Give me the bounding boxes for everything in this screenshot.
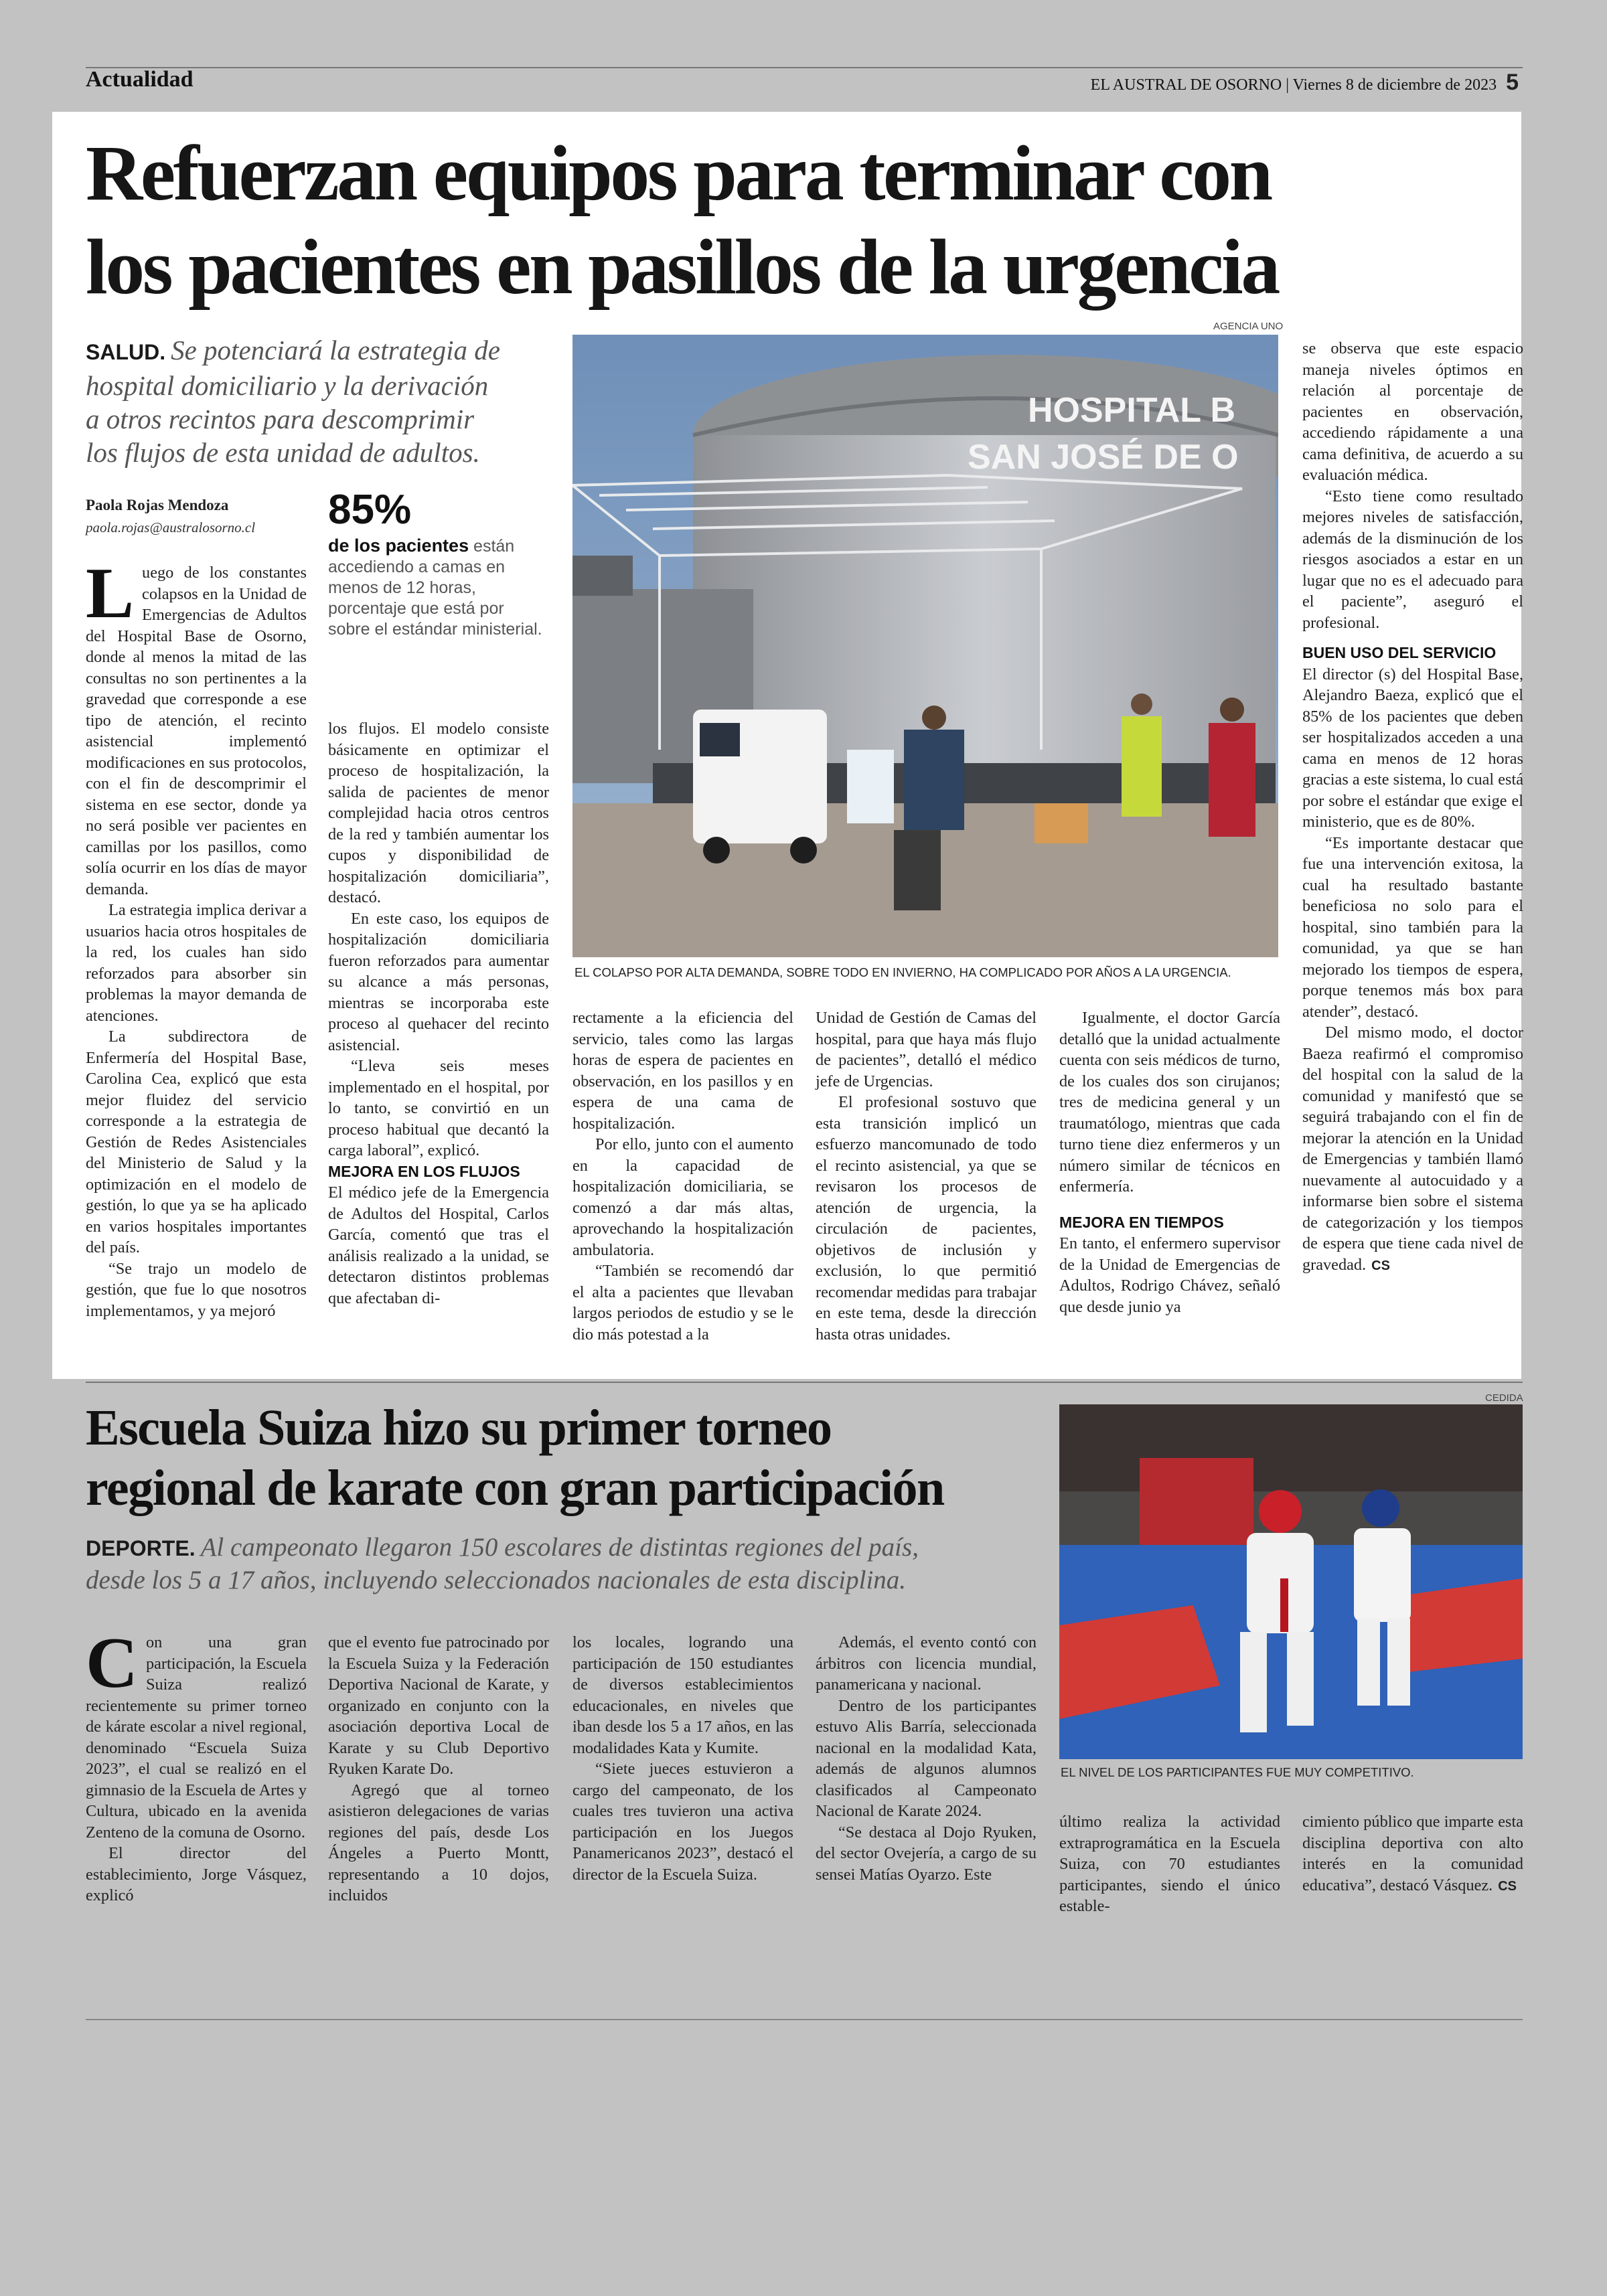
article2-column-4: Además, el evento contó con árbitros con licencia mundial, panamericana y nacional. Dentro de los participantes estuvo Alis Barría, seleccionada nacional en la modalidad Kata, además de algunos alumnos clasificados al Campeonato Nacional de Karate 2024. “Se destaca al Dojo Ryuken, del sector Ovejería, a cargo de su sensei Matías Oyarzo. Este — [816, 1633, 1037, 1884]
karate-photo — [1059, 1404, 1523, 1759]
svg-text:SAN JOSÉ DE O: SAN JOSÉ DE O — [968, 438, 1239, 477]
subhead-mejora-flujos: MEJORA EN LOS FLUJOS — [328, 1162, 520, 1180]
end-mark-2: CS — [1498, 1878, 1517, 1894]
article1-headline-line2: los pacientes en pasillos de la urgencia — [86, 223, 1278, 311]
article1-column-3: rectamente a la eficiencia del servicio, tales como las largas horas de espera de pacientes en observación, en los pasillos y en espera de una cama de hospitalización. Por ello, junto con el aumento en la capacidad de hospitalización domiciliaria, se comenzó a dar más altas, aprovechando la hospitalización ambulatoria. “También se recomendó dar el alta a pacientes que llevaban largos periodos de estudio y se le dio más potestad a la — [572, 1009, 793, 1343]
subhead-buen-uso: BUEN USO DEL SERVICIO — [1302, 644, 1497, 661]
bottom-rule — [86, 2019, 1523, 2020]
publication-date: Viernes 8 de diciembre de 2023 — [1292, 76, 1497, 94]
highlight-number: 85% — [328, 487, 412, 533]
end-mark: CS — [1371, 1258, 1390, 1273]
article-divider — [86, 1382, 1523, 1383]
article1-column-4: Unidad de Gestión de Camas del hospital, para que haya más flujo de pacientes”, detalló el médico jefe de Urgencias. El profesional sostuvo que esta transición implicó un esfuerzo mancomunado de todo el recinto asistencial, ya que se revisaron los procesos de atención de urgencia, la circulación de pacientes, objetivos de inclusión y exclusión, lo que permitió recomendar medidas para trabajar en este tema, desde la dirección hasta otras unidades. — [816, 1009, 1037, 1343]
page-number: 5 — [1506, 70, 1519, 95]
article1-column-2: los flujos. El modelo consiste básicamente en optimizar el proceso de hospitalización, la salida de pacientes de menor complejidad hacia otros centros de la red y también aumentar los cupos y disponibilidad de hospitalización domiciliaria”, destacó. En este caso, los equipos de hospitalización domiciliaria fueron reforzados para aumentar su alcance a más personas, mientras se incorporaba este proceso al quehacer del recinto asistencial. “Lleva seis meses implementado en el hospital, por lo tanto, se convirtió en un proceso habitual que decantó la carga laboral”, explicó. MEJORA EN LOS FLUJOS El médico jefe de la Emergencia de Adultos del Hospital, Carlos García, comentó que tras el análisis realizado a la unidad, se detectaron distintos problemas que afectaban di- — [328, 720, 549, 1307]
article2-headline-line1: Escuela Suiza hizo su primer torneo — [86, 1400, 832, 1456]
article2-column-5: último realiza la actividad extraprogramática en la Escuela Suiza, con 70 estudiantes participantes, siendo el único estable- — [1059, 1813, 1280, 1915]
paper-info: EL AUSTRAL DE OSORNO | Viernes 8 de diciembre de 2023 5 — [1090, 70, 1519, 95]
article2-column-1: C on una gran participación, la Escuela Suiza realizó recientemente su primer torneo de kárate escolar a nivel regional, denominado “Escuela Suiza 2023”, el cual se realizó en el gimnasio de la Escuela de Artes y Cultura, ubicado en la avenida Zenteno de la comuna de Osorno. El director del establecimiento, Jorge Vásquez, explicó — [86, 1623, 307, 1904]
section-name: Actualidad — [86, 67, 194, 92]
dropcap-2: C — [86, 1623, 138, 1703]
hospital-photo-caption: EL COLAPSO POR ALTA DEMANDA, SOBRE TODO EN INVIERNO, HA COMPLICADO POR AÑOS A LA URGENCIA. — [575, 965, 1231, 979]
header-rule — [86, 67, 1523, 68]
highlight-text: de los pacientes están accediendo a camas en menos de 12 horas, porcentaje que está por sobre el estándar ministerial. — [328, 536, 542, 639]
article1-kicker: SALUD. — [86, 340, 166, 364]
article2-column-6: cimiento público que imparte esta disciplina deportiva con alto interés en la comunidad educativa”, destacó Vásquez. CS — [1302, 1813, 1523, 1894]
article1-lead: SALUD. Se potenciará la estrategia de hospital domiciliario y la derivación a otros recintos para descomprimir los flujos de esta unidad de adultos. — [86, 335, 501, 468]
article2-headline-line2: regional de karate con gran participación — [86, 1460, 944, 1516]
subhead-mejora-tiempos: MEJORA EN TIEMPOS — [1059, 1213, 1224, 1231]
article1-column-1: L uego de los constantes colapsos en la Unidad de Emergencias de Adultos del Hospital Base de Osorno, donde al menos la mitad de las consultas no son pertinentes a la gravedad que corresponde a ese tipo de atención, el recinto asistencial implementó modificaciones en sus protocolos, con el fin de descomprimir el sistema en ese sector, donde ya no será posible ver pacientes en camillas por los pasillos, como solía ocurrir en los días de mayor demanda. La estrategia implica derivar a usuarios hacia otros hospitales de la red, los cuales han sido reforzados para absorber sin problemas la mayor demanda de atenciones. La subdirectora de Enfermería del Hospital Base, Carolina Cea, explicó que esta mejor fluidez del servicio corresponde a la estrategia de Gestión de Redes Asistenciales del Ministerio de Salud y la optimización en el modelo de gestión, lo que ya se ha aplicado en varios hospitales importantes del país. “Se trajo un modelo de gestión, que fue lo que nosotros implementamos, y ya mejoró — [86, 554, 307, 1320]
author-email[interactable]: paola.rojas@australosorno.cl — [86, 519, 256, 536]
photo-credit-2: CEDIDA — [1485, 1392, 1523, 1404]
newspaper-name: EL AUSTRAL DE OSORNO — [1090, 76, 1282, 94]
photo-credit: AGENCIA UNO — [1213, 321, 1284, 332]
article2-lead: DEPORTE. Al campeonato llegaron 150 escolares de distintas regiones del país, desde los 5 a 17 años, incluyendo seleccionados nacionales de esta disciplina. — [86, 1533, 919, 1594]
byline: Paola Rojas Mendoza — [86, 497, 229, 513]
hospital-photo — [572, 335, 1278, 957]
karate-photo-caption: EL NIVEL DE LOS PARTICIPANTES FUE MUY COMPETITIVO. — [1061, 1765, 1414, 1779]
hospital-sign-text: HOSPITAL B — [1028, 391, 1236, 430]
article2-kicker: DEPORTE. — [86, 1536, 196, 1560]
article1-headline-line1: Refuerzan equipos para terminar con — [86, 129, 1271, 217]
article2-column-2: que el evento fue patrocinado por la Escuela Suiza y la Federación Deportiva Nacional de Karate, y organizado en conjunto con la asociación deportiva Local de Karate y su Club Deportivo Ryuken Karate Do. Agregó que al torneo asistieron delegaciones de varias regiones del país, desde Los Ángeles a Puerto Montt, representando a 10 dojos, incluidos — [328, 1633, 549, 1904]
article1-column-5: Igualmente, el doctor García detalló que la unidad actualmente cuenta con seis médicos de turno, de los cuales dos son cirujanos; tres de medicina general y un traumatólogo, mientras que cada turno tiene diez enfermeros y un número similar de técnicos en enfermería. MEJORA EN TIEMPOS En tanto, el enfermero supervisor de la Unidad de Emergencias de Adultos, Rodrigo Chávez, señaló que desde junio ya — [1059, 1009, 1280, 1316]
article2-column-3: los locales, logrando una participación de 150 estudiantes de diversos establecimientos educacionales, en niveles que iban desde los 5 a 17 años, en las modalidades Kata y Kumite. “Siete jueces estuvieron a cargo del campeonato, de los cuales tres tuvieron una activa participación en los Juegos Panamericanos 2023”, destacó el director de la Escuela Suiza. — [572, 1633, 793, 1884]
dropcap: L — [86, 554, 135, 633]
article1-column-6: se observa que este espacio maneja niveles óptimos en relación al porcentaje de pacientes en observación, accediendo rápidamente a una cama definitiva, de acuerdo a su evaluación médica. “Esto tiene como resultado mejores niveles de satisfacción, además de la disminución de los riesgos asociados a estar en un lugar que no es el adecuado para el paciente”, aseguró el profesional. BUEN USO DEL SERVICIO El director (s) del Hospital Base, Alejandro Baeza, explicó que el 85% de los pacientes que deben ser hospitalizados acceden a una cama en menos de 12 horas gracias a este sistema, lo cual está por sobre el estándar que exige el ministerio, que es de 80%. “Es importante destacar que fue una intervención exitosa, la cual ha resultado bastante beneficiosa no solo para el hospital, sino también para la comunidad, ya que se han mejorado los tiempos de espera, porque tenemos más box para atender”, destacó. Del mismo modo, el doctor Baeza reafirmó el compromiso del hospital con la salud de la comunidad y manifestó que se seguirá trabajando con el fin de mejorar la atención en la Unidad de Emergencias y también llamó nuevamente al autocuidado y a informarse bien sobre el sistema de categorización y los tiempos de espera que tiene cada nivel de gravedad. CS — [1302, 339, 1523, 1274]
